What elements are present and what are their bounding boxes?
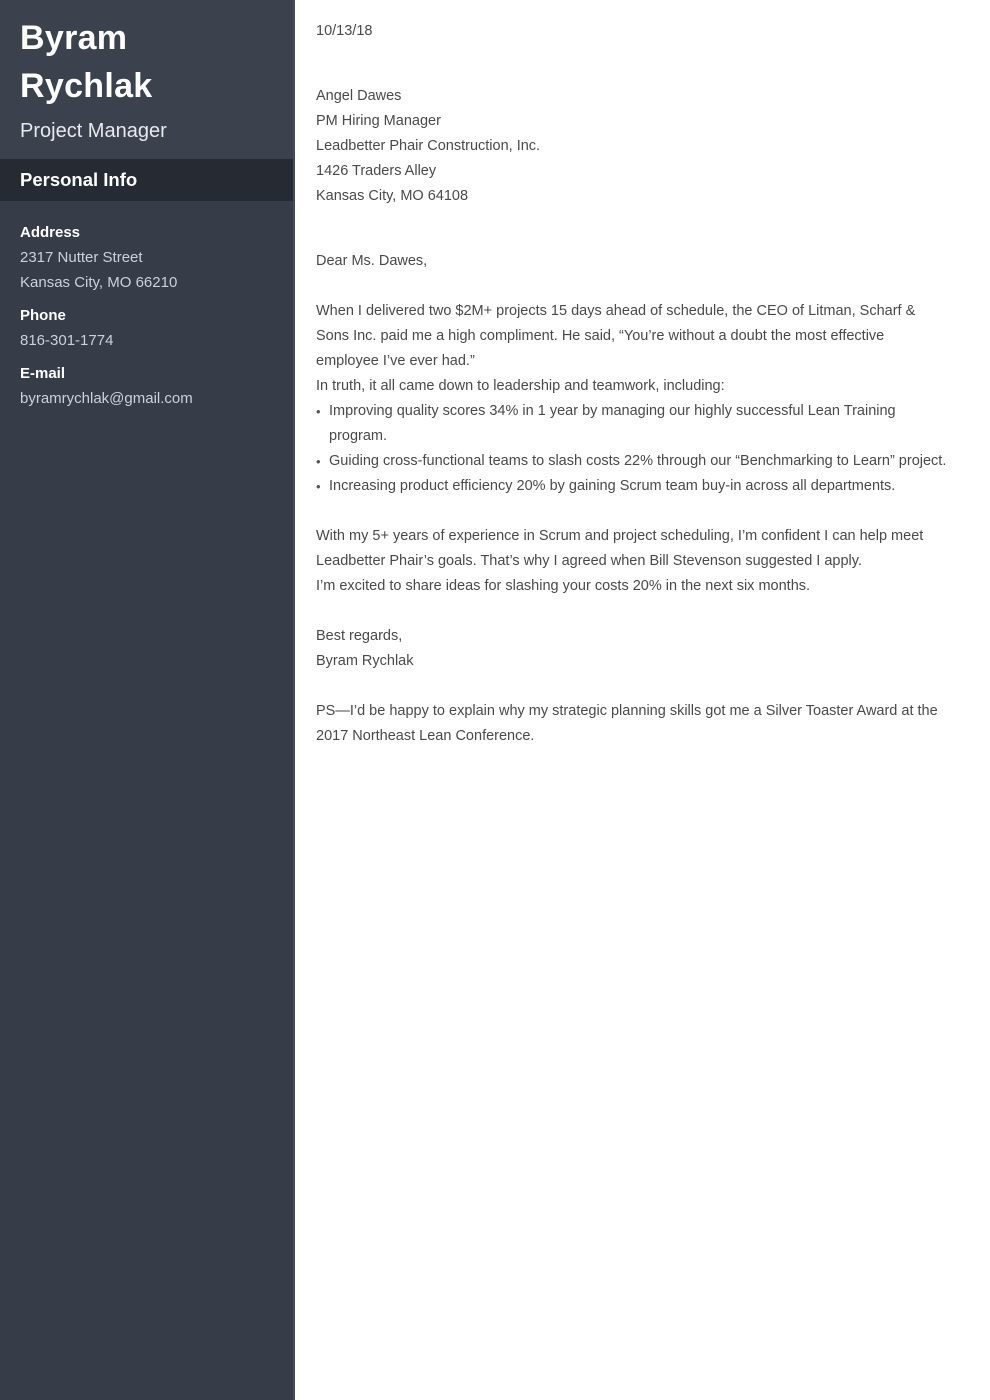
bullet-text (329, 474, 980, 499)
opening-paragraph (316, 299, 980, 399)
personal-info-fields (0, 201, 293, 411)
sidebar (0, 0, 295, 1400)
contact-field-value: Kansas City, MO 66210 (20, 274, 178, 291)
text-line: Best regards, (316, 628, 403, 644)
contact-field-label: E-mail (20, 365, 66, 382)
text-line: Increasing product efficiency 20% by gaining Scrum team buy-in across all departments. (329, 478, 896, 494)
contact-field-label: Address (20, 224, 81, 241)
text-line: PM Hiring Manager (316, 113, 441, 129)
text-line: I’m excited to share ideas for slashing your costs 20% in the next six months. (316, 578, 811, 594)
text-line: PS—I’d be happy to explain why my strategic planning skills got me a Silver Toaster Award at the (316, 703, 938, 719)
candidate-name (20, 14, 273, 110)
bullet-dot-icon: • (316, 404, 321, 419)
contact-field (20, 303, 273, 353)
contact-field-value: 2317 Nutter Street (20, 249, 143, 266)
bullet-item (316, 399, 980, 449)
text-line: employee I’ve ever had.” (316, 353, 475, 369)
achievement-bullet-list (316, 399, 980, 499)
text-line: Byram Rychlak (316, 653, 414, 669)
personal-info-section-header: Personal Info (0, 159, 293, 201)
signoff-block (316, 624, 980, 674)
text-line: Improving quality scores 34% in 1 year by managing our highly successful Lean Training (329, 403, 896, 419)
job-title: Project Manager (20, 120, 167, 142)
text-line: Kansas City, MO 64108 (316, 188, 469, 204)
bullet-item (316, 474, 980, 499)
text-line: When I delivered two $2M+ projects 15 days ahead of schedule, the CEO of Litman, Scharf & (316, 303, 916, 319)
contact-field (20, 220, 273, 295)
text-line: program. (329, 428, 388, 444)
postscript-paragraph (316, 699, 980, 749)
contact-field (20, 361, 273, 411)
bullet-dot-icon: • (316, 454, 321, 469)
bullet-text (329, 449, 980, 474)
contact-field-value: byramrychlak@gmail.com (20, 390, 193, 407)
text-line: 1426 Traders Alley (316, 163, 437, 179)
text-line: Leadbetter Phair’s goals. That’s why I agreed when Bill Stevenson suggested I apply. (316, 553, 862, 569)
recipient-address-block (316, 84, 980, 209)
letter-body (295, 0, 990, 1400)
candidate-name-line2: Rychlak (20, 67, 153, 105)
bullet-dot-icon: • (316, 479, 321, 494)
letter-date: 10/13/18 (316, 23, 373, 39)
text-line: 2017 Northeast Lean Conference. (316, 728, 535, 744)
bullet-text (329, 399, 980, 449)
sidebar-header (0, 0, 293, 159)
contact-field-label: Phone (20, 307, 66, 324)
candidate-name-line1: Byram (20, 19, 128, 57)
text-line: Sons Inc. paid me a high compliment. He said, “You’re without a doubt the most effective (316, 328, 885, 344)
text-line: Angel Dawes (316, 88, 402, 104)
text-line: Guiding cross-functional teams to slash costs 22% through our “Benchmarking to Learn” project. (329, 453, 947, 469)
text-line: With my 5+ years of experience in Scrum and project scheduling, I’m confident I can help meet (316, 528, 924, 544)
text-line: In truth, it all came down to leadership and teamwork, including: (316, 378, 725, 394)
salutation: Dear Ms. Dawes, (316, 253, 428, 269)
closing-paragraph (316, 524, 980, 599)
bullet-item (316, 449, 980, 474)
text-line: Leadbetter Phair Construction, Inc. (316, 138, 541, 154)
contact-field-value: 816-301-1774 (20, 332, 114, 349)
